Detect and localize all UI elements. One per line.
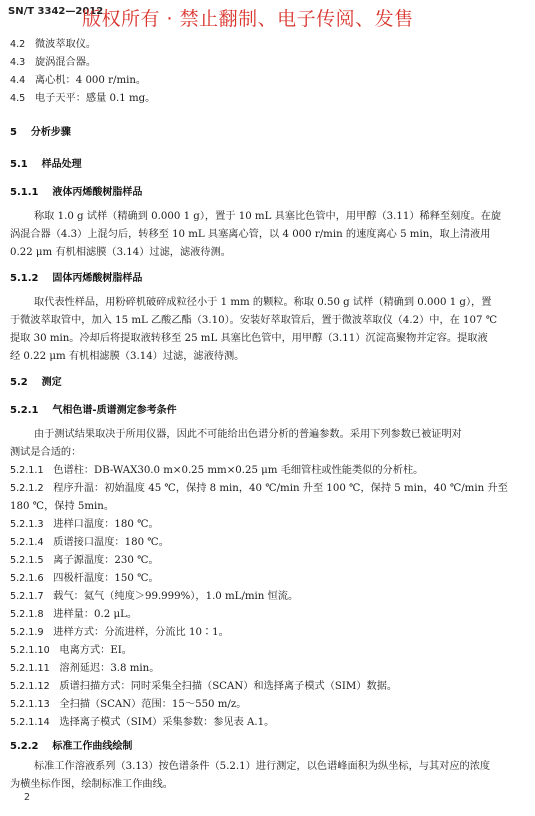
section-title: 样品处理 <box>41 159 82 170</box>
section-heading <box>10 126 71 140</box>
paragraph-line: 经 0.22 μm 有机相滤膜（3.14）过滤，滤液待测。 <box>10 351 245 362</box>
section-title: 标准工作曲线绘制 <box>52 741 133 752</box>
item-number: 5.2.1.4 <box>10 537 44 548</box>
paragraph-line: 于微波萃取管中，加入 15 mL 乙酸乙酯（3.10）。安装好萃取管后，置于微波萃取仪（4.2）中，在 107 ℃ <box>10 315 498 326</box>
paragraph-line: 称取 1.0 g 试样（精确到 0.000 1 g），置于 10 mL 具塞比色管中，用甲醇（3.11）稀释至刻度。在旋 <box>34 211 502 222</box>
section-title: 测定 <box>41 377 62 388</box>
paragraph-line: 测试是合适的： <box>10 447 82 458</box>
paragraph-line: 由于测试结果取决于所用仪器，因此不可能给出色谱分析的普遍参数。采用下列参数已被证明对 <box>34 429 462 440</box>
list-item <box>10 74 146 88</box>
item-number: 5.2.1.12 <box>10 681 50 692</box>
item-text: 微波萃取仪。 <box>34 39 97 50</box>
section-number: 5.2 <box>10 377 28 388</box>
paragraph-line: 取代表性样品，用粉碎机破碎成粒径小于 1 mm 的颗粒。称取 0.50 g 试样（精确到 0.000 1 g），置 <box>34 297 492 308</box>
list-item <box>10 56 96 70</box>
item-text: 溶剂延迟：3.8 min。 <box>59 663 160 674</box>
item-text: 程序升温：初始温度 45 ℃，保持 8 min，40 ℃/min 升至 100 ℃，保持 5 min，40 ℃/min 升至 <box>53 483 508 494</box>
condition-item <box>10 680 397 694</box>
standard-code: SN/T 3342—2012 <box>8 6 104 17</box>
condition-item <box>10 464 423 478</box>
list-item <box>10 38 96 52</box>
condition-item <box>10 644 132 658</box>
item-text: 进样量：0.2 μL。 <box>53 609 138 620</box>
item-text: 质谱扫描方式：同时采集全扫描（SCAN）和选择离子模式（SIM）数据。 <box>59 681 398 692</box>
item-number: 4.4 <box>10 75 26 86</box>
page-number: 2 <box>24 792 31 803</box>
subsection-heading <box>10 186 142 200</box>
item-text: 离心机：4 000 r/min。 <box>34 75 147 86</box>
paragraph-line: 提取 30 min。冷却后将提取液转移至 25 mL 具塞比色管中，用甲醇（3.11）沉淀高聚物并定容。提取液 <box>10 333 488 344</box>
section-number: 5.1 <box>10 159 28 170</box>
paragraph-line: 为横坐标作图，绘制标准工作曲线。 <box>10 779 173 790</box>
item-text: 载气：氦气（纯度＞99.999%），1.0 mL/min 恒流。 <box>53 591 299 602</box>
condition-item <box>10 698 246 712</box>
item-number: 4.3 <box>10 57 26 68</box>
section-number: 5.2.2 <box>10 741 39 752</box>
paragraph-line: 涡混合器（4.3）上混匀后，转移至 10 mL 具塞离心管，以 4 000 r/min 的速度离心 5 min，取上清液用 <box>10 229 491 240</box>
item-number: 5.2.1.9 <box>10 627 44 638</box>
paragraph-line: 标准工作溶液系列（3.13）按色谱条件（5.2.1）进行测定，以色谱峰面积为纵坐标，与其对应的浓度 <box>34 761 491 772</box>
section-number: 5.1.1 <box>10 187 39 198</box>
item-number: 5.2.1.14 <box>10 717 50 728</box>
section-number: 5 <box>10 127 17 138</box>
item-number: 4.2 <box>10 39 26 50</box>
item-number: 5.2.1.1 <box>10 465 44 476</box>
section-title: 固体丙烯酸树脂样品 <box>52 273 143 284</box>
section-number: 5.1.2 <box>10 273 39 284</box>
section-heading <box>10 376 62 390</box>
item-number: 5.2.1.6 <box>10 573 44 584</box>
item-number: 5.2.1.2 <box>10 483 44 494</box>
condition-item <box>10 608 137 622</box>
item-text: 四极杆温度：150 ℃。 <box>53 573 159 584</box>
item-text: 全扫描（SCAN）范围：15～550 m/z。 <box>59 699 247 710</box>
item-number: 5.2.1.10 <box>10 645 50 656</box>
condition-item <box>10 554 159 568</box>
subsection-heading <box>10 272 142 286</box>
item-text: 选择离子模式（SIM）采集参数：参见表 A.1。 <box>59 717 275 728</box>
section-title: 气相色谱-质谱测定参考条件 <box>52 405 177 416</box>
condition-item <box>10 518 159 532</box>
copyright-watermark: 版权所有 · 禁止翻制、电子传阅、发售 <box>82 8 414 30</box>
item-text: 离子源温度：230 ℃。 <box>53 555 159 566</box>
item-number: 5.2.1.8 <box>10 609 44 620</box>
section-number: 5.2.1 <box>10 405 39 416</box>
item-number: 5.2.1.3 <box>10 519 44 530</box>
condition-item <box>10 482 508 496</box>
item-number: 5.2.1.13 <box>10 699 50 710</box>
item-number: 4.5 <box>10 93 26 104</box>
condition-item <box>10 716 274 730</box>
condition-item <box>10 536 169 550</box>
item-continuation: 180 ℃，保持 5min。 <box>10 501 115 512</box>
item-text: 色谱柱：DB-WAX30.0 m×0.25 mm×0.25 μm 毛细管柱或性能类似的分析柱。 <box>53 465 424 476</box>
paragraph-line: 0.22 μm 有机相滤膜（3.14）过滤，滤液待测。 <box>10 247 231 258</box>
item-text: 质谱接口温度：180 ℃。 <box>53 537 169 548</box>
item-number: 5.2.1.5 <box>10 555 44 566</box>
item-text: 进样口温度：180 ℃。 <box>53 519 159 530</box>
item-text: 电子天平：感量 0.1 mg。 <box>34 93 156 104</box>
item-text: 旋涡混合器。 <box>34 57 97 68</box>
list-item <box>10 92 155 106</box>
condition-item <box>10 572 159 586</box>
section-title: 液体丙烯酸树脂样品 <box>52 187 143 198</box>
section-title: 分析步骤 <box>30 127 71 138</box>
item-text: 进样方式：分流进样，分流比 10∶1。 <box>53 627 229 638</box>
condition-item <box>10 626 229 640</box>
item-text: 电离方式：EI。 <box>59 645 132 656</box>
item-number: 5.2.1.7 <box>10 591 44 602</box>
subsection-heading <box>10 404 177 418</box>
item-number: 5.2.1.11 <box>10 663 50 674</box>
section-heading <box>10 158 82 172</box>
condition-item <box>10 590 298 604</box>
condition-item <box>10 662 159 676</box>
subsection-heading <box>10 740 132 754</box>
